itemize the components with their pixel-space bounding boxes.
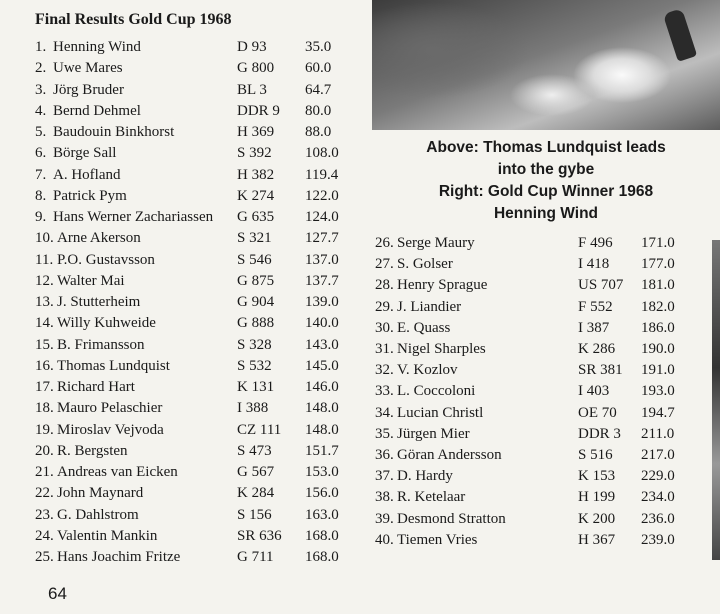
result-rank: 20. [35, 442, 54, 459]
result-name: Patrick Pym [53, 187, 127, 204]
result-sail-number: S 516 [578, 447, 613, 463]
result-name: A. Hofland [53, 166, 121, 183]
result-name: Miroslav Vejvoda [57, 421, 164, 438]
result-name: R. Ketelaar [397, 489, 466, 506]
result-sail-number: G 800 [237, 60, 275, 77]
result-sail-number: SR 636 [237, 527, 282, 544]
result-sail-number: K 286 [578, 341, 616, 357]
result-rank: 25. [35, 549, 54, 565]
result-name: Serge Maury [397, 235, 475, 251]
result-rank: 33. [375, 383, 394, 400]
result-sail-number: S 392 [237, 145, 272, 162]
result-sail-number: K 274 [237, 187, 275, 204]
result-name: G. Dahlstrom [57, 506, 139, 523]
result-rank: 8. [35, 187, 47, 204]
result-points: 148.0 [305, 400, 339, 417]
result-rank: 11. [35, 251, 54, 268]
result-points: 182.0 [641, 298, 675, 315]
result-name: Mauro Pelaschier [57, 400, 163, 417]
result-rank: 16. [35, 357, 54, 374]
result-points: 64.7 [305, 81, 332, 98]
result-rank: 30. [375, 319, 394, 336]
result-rank: 10. [35, 230, 54, 247]
result-rank: 9. [35, 209, 47, 225]
result-name: Baudouin Binkhorst [53, 124, 175, 140]
result-name: Henning Wind [53, 39, 141, 55]
result-sail-number: G 888 [237, 315, 275, 332]
result-name: S. Golser [397, 256, 453, 273]
result-points: 236.0 [641, 510, 675, 527]
result-name: John Maynard [57, 485, 144, 502]
result-points: 217.0 [641, 447, 675, 463]
result-rank: 32. [375, 362, 394, 379]
result-rank: 29. [375, 298, 394, 315]
result-rank: 5. [35, 124, 47, 140]
result-rank: 2. [35, 60, 47, 77]
result-points: 186.0 [641, 319, 675, 336]
result-rank: 23. [35, 506, 54, 523]
result-rank: 38. [375, 489, 394, 506]
result-points: 194.7 [641, 404, 675, 421]
result-rank: 37. [375, 468, 394, 485]
result-name: Arne Akerson [57, 230, 141, 247]
result-name: Uwe Mares [53, 60, 123, 77]
result-points: 193.0 [641, 383, 675, 400]
result-rank: 3. [35, 81, 47, 98]
result-points: 119.4 [305, 166, 339, 183]
result-name: P.O. Gustavsson [57, 251, 155, 268]
result-points: 229.0 [641, 468, 675, 485]
result-name: Jürgen Mier [397, 425, 470, 442]
photo-caption [372, 137, 720, 225]
result-rank: 4. [35, 102, 47, 119]
result-points: 108.0 [305, 145, 339, 162]
result-sail-number: G 567 [237, 464, 275, 480]
result-sail-number: K 200 [578, 510, 616, 527]
result-name: E. Quass [397, 319, 451, 336]
result-sail-number: K 284 [237, 485, 275, 502]
result-rank: 7. [35, 166, 47, 183]
result-points: 153.0 [305, 464, 339, 480]
result-name: Bernd Dehmel [53, 102, 141, 119]
result-name: Andreas van Eicken [57, 464, 178, 480]
result-rank: 36. [375, 447, 394, 463]
result-rank: 27. [375, 256, 394, 273]
result-points: 171.0 [641, 235, 675, 251]
result-rank: 22. [35, 485, 54, 502]
result-name: Richard Hart [57, 379, 135, 395]
result-sail-number: S 328 [237, 336, 272, 353]
result-name: L. Coccoloni [397, 383, 476, 400]
result-rank: 40. [375, 531, 394, 548]
result-name: Thomas Lundquist [57, 357, 170, 374]
result-name: Hans Werner Zachariassen [53, 209, 214, 225]
results-title: Final Results Gold Cup 1968 [35, 11, 232, 28]
result-rank: 31. [375, 341, 394, 357]
result-points: 140.0 [305, 315, 339, 332]
caption-line-3: Right: Gold Cup Winner 1968 [438, 183, 654, 200]
result-name: Hans Joachim Fritze [57, 549, 181, 565]
result-points: 168.0 [305, 549, 339, 565]
result-rank: 24. [35, 527, 54, 544]
result-rank: 13. [35, 294, 54, 310]
result-rank: 34. [375, 404, 394, 421]
result-sail-number: H 382 [237, 166, 275, 183]
result-rank: 39. [375, 510, 394, 527]
result-sail-number: I 403 [578, 383, 610, 400]
result-sail-number: H 199 [578, 489, 616, 506]
photo-winner-edge [712, 240, 720, 560]
result-name: Valentin Mankin [57, 527, 158, 544]
result-rank: 14. [35, 315, 54, 332]
result-sail-number: OE 70 [578, 404, 617, 421]
result-name: Jörg Bruder [53, 81, 124, 98]
result-points: 143.0 [305, 336, 339, 353]
result-sail-number: G 875 [237, 272, 275, 289]
result-rank: 35. [375, 425, 394, 442]
result-rank: 6. [35, 145, 47, 162]
result-name: J. Stutterheim [57, 294, 141, 310]
result-points: 124.0 [305, 209, 339, 225]
result-rank: 18. [35, 400, 54, 417]
result-points: 148.0 [305, 421, 339, 438]
result-name: V. Kozlov [397, 362, 458, 379]
result-points: 163.0 [305, 506, 339, 523]
result-sail-number: K 131 [237, 379, 275, 395]
result-sail-number: SR 381 [578, 362, 623, 379]
result-name: R. Bergsten [57, 442, 128, 459]
result-sail-number: DDR 9 [237, 102, 280, 119]
result-points: 168.0 [305, 527, 339, 544]
result-sail-number: H 367 [578, 531, 616, 548]
result-sail-number: K 153 [578, 468, 616, 485]
result-name: D. Hardy [397, 468, 453, 485]
result-points: 177.0 [641, 256, 675, 273]
caption-line-1: Above: Thomas Lundquist leads [426, 139, 666, 156]
result-points: 145.0 [305, 357, 339, 374]
result-sail-number: G 904 [237, 294, 275, 310]
result-points: 137.0 [305, 251, 339, 268]
result-name: J. Liandier [397, 298, 462, 315]
result-points: 151.7 [305, 442, 339, 459]
result-sail-number: G 711 [237, 549, 274, 565]
result-rank: 21. [35, 464, 54, 480]
result-sail-number: DDR 3 [578, 425, 621, 442]
result-points: 211.0 [641, 425, 675, 442]
result-points: 146.0 [305, 379, 339, 395]
result-points: 156.0 [305, 485, 339, 502]
result-name: Willy Kuhweide [57, 315, 156, 332]
result-points: 137.7 [305, 272, 339, 289]
result-sail-number: S 156 [237, 506, 272, 523]
result-sail-number: I 388 [237, 400, 269, 417]
result-name: Göran Andersson [397, 447, 502, 463]
result-sail-number: F 496 [578, 235, 613, 251]
result-sail-number: I 387 [578, 319, 610, 336]
result-points: 88.0 [305, 124, 332, 140]
result-rank: 12. [35, 272, 54, 289]
result-name: Desmond Stratton [397, 510, 506, 527]
result-rank: 1. [35, 39, 47, 55]
result-points: 35.0 [305, 39, 332, 55]
result-name: Lucian Christl [397, 404, 484, 421]
result-rank: 26. [375, 235, 394, 251]
photo-gybe [372, 0, 720, 130]
result-sail-number: F 552 [578, 298, 613, 315]
result-points: 239.0 [641, 531, 675, 548]
result-sail-number: I 418 [578, 256, 610, 273]
result-rank: 28. [375, 277, 394, 294]
result-points: 191.0 [641, 362, 675, 379]
result-sail-number: S 321 [237, 230, 272, 247]
result-sail-number: BL 3 [237, 81, 267, 98]
result-sail-number: G 635 [237, 209, 275, 225]
result-sail-number: S 546 [237, 251, 272, 268]
result-sail-number: H 369 [237, 124, 275, 140]
result-name: Henry Sprague [397, 277, 488, 294]
result-sail-number: D 93 [237, 39, 267, 55]
result-name: Walter Mai [57, 272, 125, 289]
result-points: 127.7 [305, 230, 339, 247]
result-points: 190.0 [641, 341, 675, 357]
caption-line-2: into the gybe [497, 161, 595, 178]
result-rank: 17. [35, 379, 54, 395]
result-sail-number: S 532 [237, 357, 272, 374]
result-rank: 15. [35, 336, 54, 353]
result-points: 234.0 [641, 489, 675, 506]
result-points: 60.0 [305, 60, 332, 77]
result-rank: 19. [35, 421, 54, 438]
result-points: 122.0 [305, 187, 339, 204]
result-points: 181.0 [641, 277, 675, 294]
result-name: Börge Sall [53, 145, 117, 162]
result-sail-number: CZ 111 [237, 421, 282, 438]
result-name: B. Frimansson [57, 336, 145, 353]
result-name: Nigel Sharples [397, 341, 486, 357]
result-name: Tiemen Vries [397, 531, 478, 548]
page-number: 64 [48, 584, 67, 603]
caption-line-4: Henning Wind [493, 205, 599, 222]
result-points: 80.0 [305, 102, 332, 119]
result-sail-number: US 707 [578, 277, 624, 294]
result-sail-number: S 473 [237, 442, 272, 459]
result-points: 139.0 [305, 294, 339, 310]
